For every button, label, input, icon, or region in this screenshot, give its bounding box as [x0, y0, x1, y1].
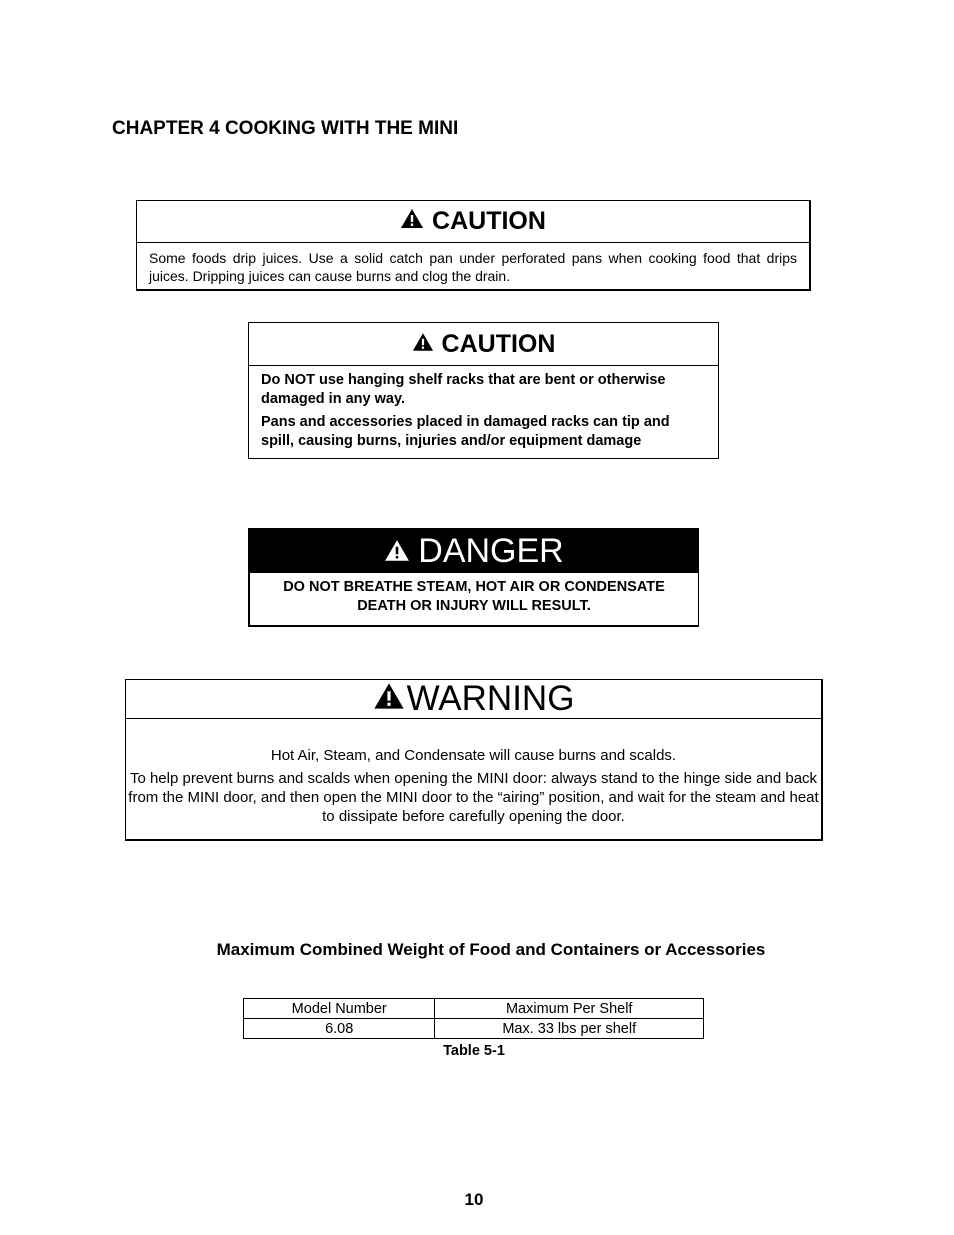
warning-header: [126, 680, 821, 719]
caution-paragraph: Do NOT use hanging shelf racks that are bent or otherwise damaged in any way.: [261, 372, 666, 407]
table-cell: Max. 33 lbs per shelf: [435, 1019, 704, 1039]
warning-triangle-icon: [412, 330, 434, 359]
warning-triangle-icon: [400, 207, 424, 236]
table-row: [244, 1019, 704, 1039]
caution-header: [137, 201, 809, 243]
warning-triangle-icon: [384, 532, 410, 571]
weights-table: [243, 998, 704, 1039]
caution-header: [249, 323, 718, 366]
caution-box-drip: [136, 200, 811, 291]
danger-title: DANGER: [418, 531, 564, 570]
table-title: Maximum Combined Weight of Food and Containers or Accessories: [216, 940, 766, 959]
table-header-cell: Maximum Per Shelf: [435, 999, 704, 1019]
danger-body: [250, 573, 698, 616]
warning-paragraph: Hot Air, Steam, and Condensate will cause burns and scalds.: [270, 747, 677, 764]
page-number: 10: [464, 1190, 484, 1209]
caution-box-racks: [248, 322, 719, 459]
table-header-row: [244, 999, 704, 1019]
warning-paragraph: To help prevent burns and scalds when opening the MINI door: always stand to the hinge side and back from the MINI door, and then open the MINI door to the “airing” position, and wait for the steam and heat to dissipate before carefully opening the door.: [128, 770, 819, 825]
warning-title: WARNING: [406, 679, 575, 718]
warning-body: [126, 719, 821, 826]
caution-body: Some foods drip juices. Use a solid catch pan under perforated pans when cooking food that drips juices. Dripping juices can cause burns and clog the drain.: [149, 250, 797, 284]
caution-title: CAUTION: [441, 329, 556, 358]
warning-box: [125, 679, 823, 841]
chapter-title: CHAPTER 4 COOKING WITH THE MINI: [112, 118, 459, 139]
table-header-cell: Model Number: [244, 999, 435, 1019]
table-caption: Table 5-1: [443, 1043, 505, 1059]
caution-paragraph: Pans and accessories placed in damaged racks can tip and spill, causing burns, injuries and/or equipment damage: [261, 414, 670, 449]
warning-triangle-icon: [373, 679, 405, 719]
danger-line: DEATH OR INJURY WILL RESULT.: [357, 598, 591, 614]
danger-header: [250, 529, 698, 573]
table-cell: 6.08: [244, 1019, 435, 1039]
danger-line: DO NOT BREATHE STEAM, HOT AIR OR CONDENSATE: [283, 579, 665, 595]
caution-body: [249, 366, 718, 451]
caution-title: CAUTION: [432, 207, 546, 235]
danger-box: [248, 528, 699, 627]
